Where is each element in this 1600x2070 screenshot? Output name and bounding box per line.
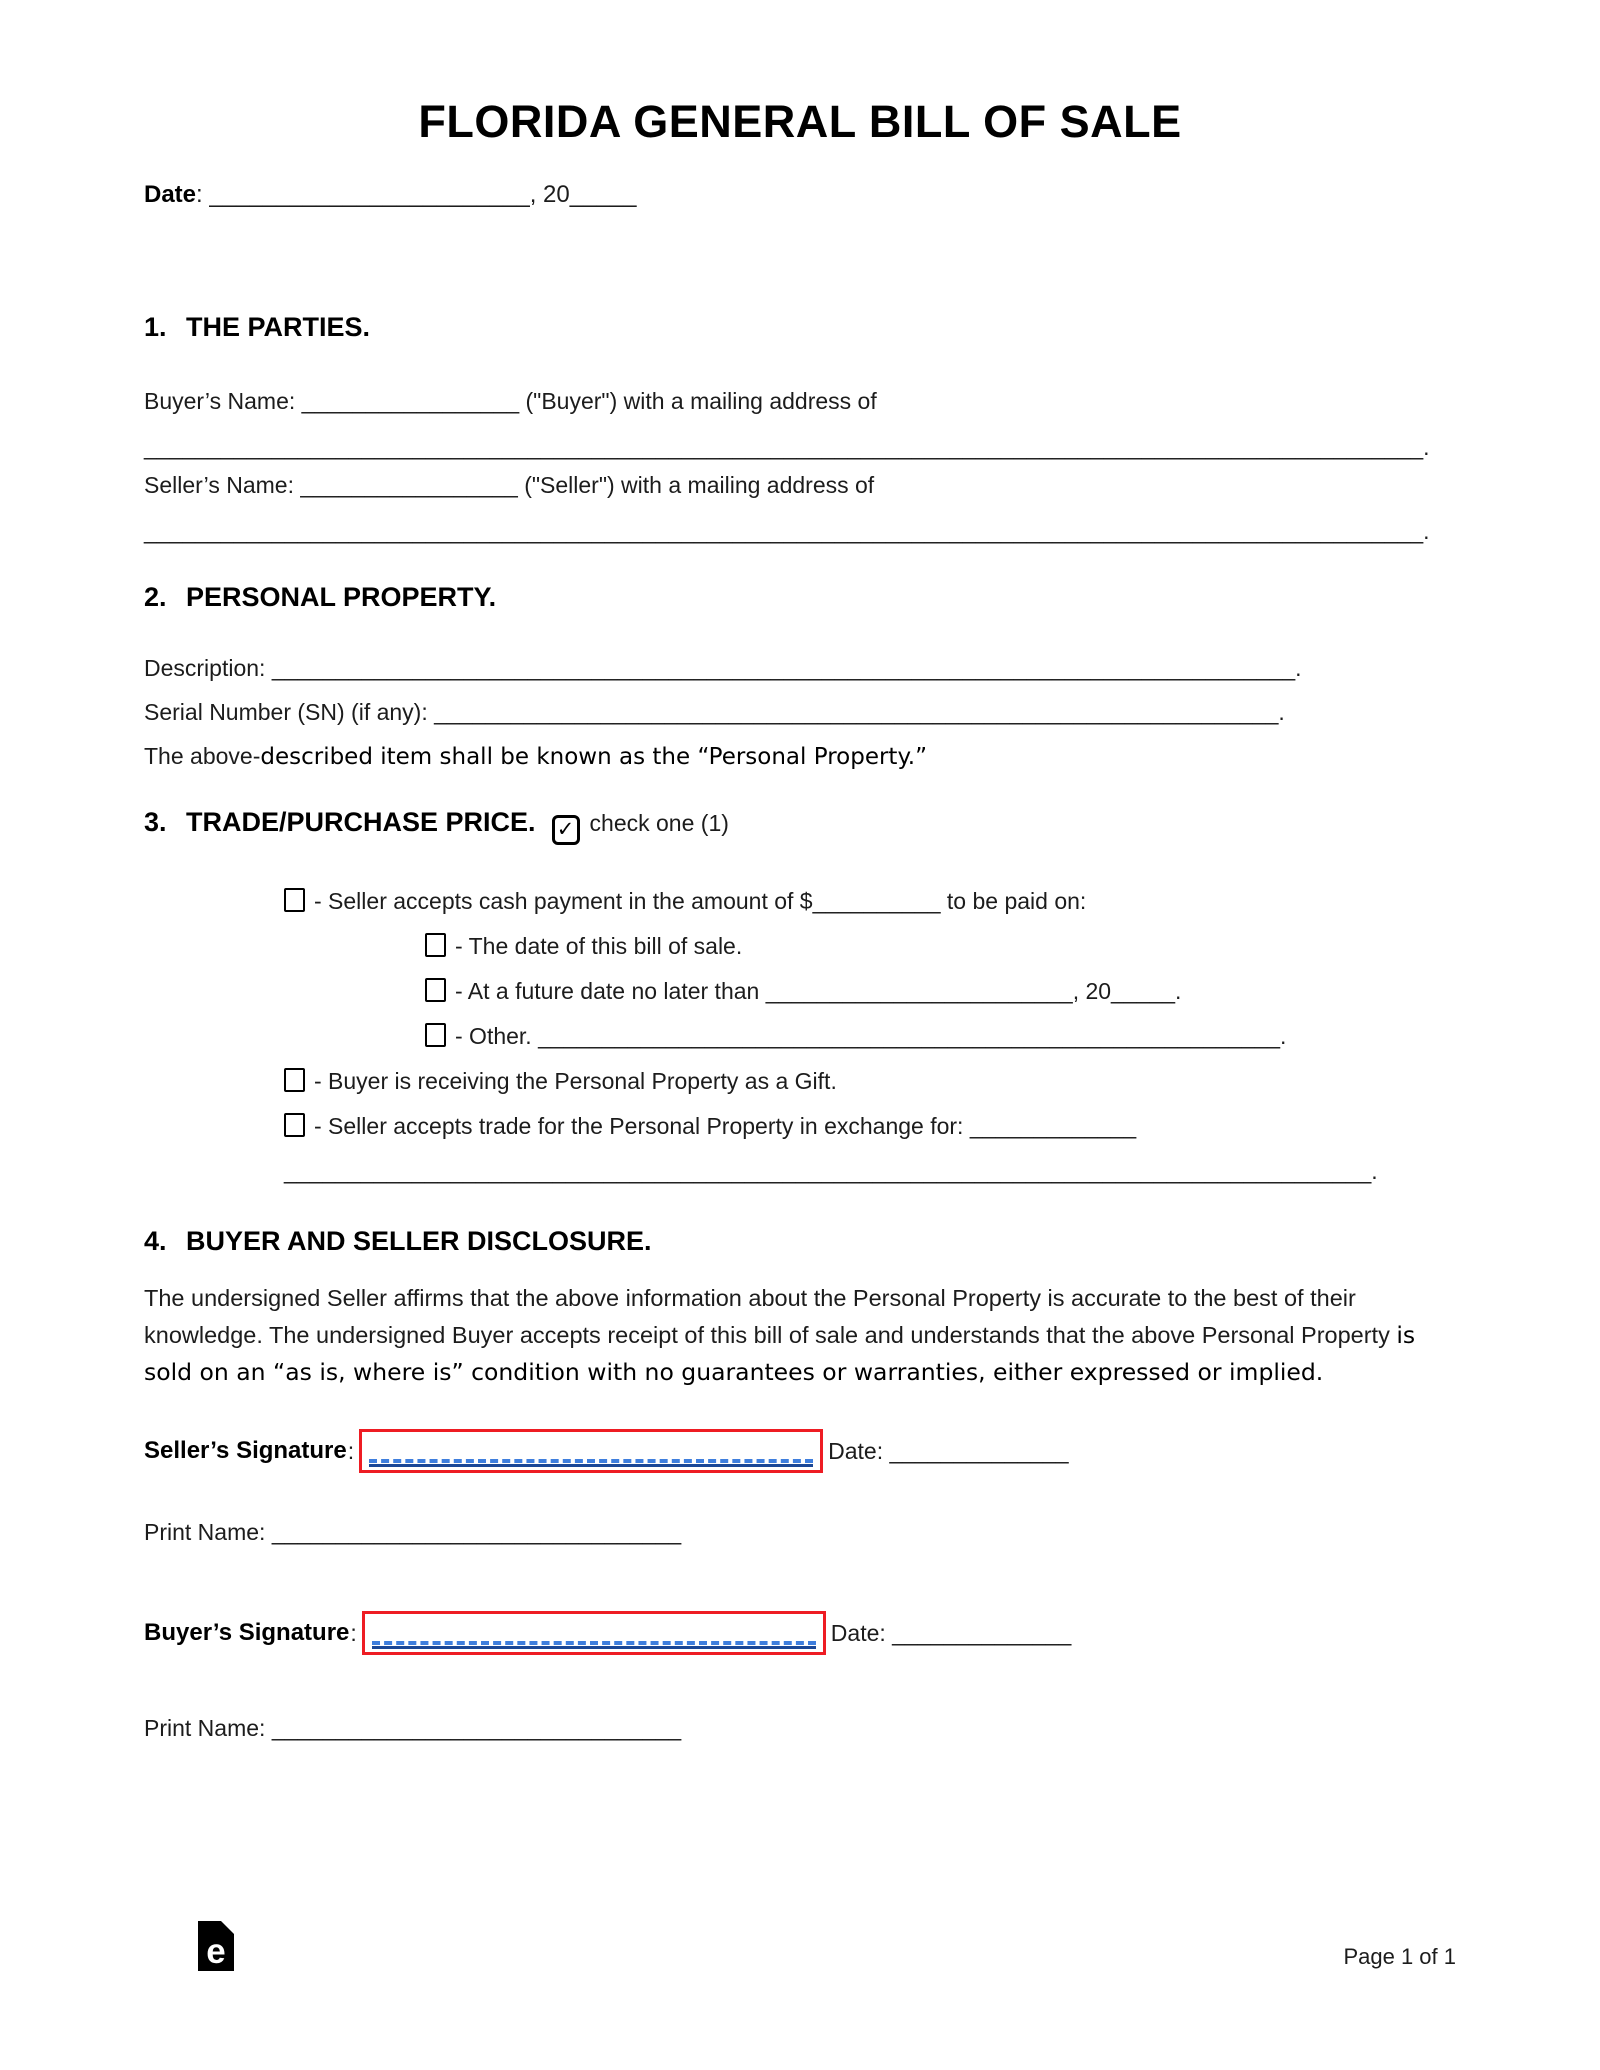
buyer-signature-field[interactable] — [362, 1611, 826, 1655]
option-trade-continuation-blank: _____________________________________________________________________________________. — [284, 1158, 1378, 1184]
checked-checkbox-icon: ✓ — [552, 815, 580, 845]
header-date-row — [144, 178, 1456, 212]
section-heading-price — [144, 805, 1456, 845]
section-number-disclosure: 4. — [144, 1226, 167, 1256]
buyer-signature-colon: : — [350, 1619, 357, 1646]
description-line: Description: ________________________________________________________________________________. — [144, 655, 1302, 681]
document-title: FLORIDA GENERAL BILL OF SALE — [418, 96, 1182, 147]
buyer-print-name-line: Print Name: ________________________________ — [144, 1715, 682, 1741]
section-heading-disclosure — [144, 1224, 1456, 1258]
checkbox-icon[interactable] — [425, 933, 446, 957]
checkbox-icon[interactable] — [284, 1068, 305, 1092]
known-as-regular-part: described item shall be known as the “Personal Property.” — [260, 744, 927, 770]
option-cash-other-label: - Other. __________________________________________________________. — [455, 1023, 1287, 1049]
serial-number-line: Serial Number (SN) (if any): __________________________________________________________________. — [144, 699, 1285, 725]
section-title-price: TRADE/PURCHASE PRICE. — [186, 807, 536, 837]
buyer-signature-label: Buyer’s Signature — [144, 1619, 350, 1646]
disclosure-regular-part: is sold on an “as is, where is” condition with no guarantees or warranties, either expressed or implied. — [144, 1321, 1416, 1386]
header-date-blank: : ________________________, 20_____ — [196, 181, 637, 208]
buyer-name-line: Buyer’s Name: _________________ ("Buyer") with a mailing address of — [144, 388, 877, 414]
known-as-light-part: The above- — [144, 743, 261, 769]
section-title-parties: THE PARTIES. — [186, 312, 371, 342]
seller-name-line: Seller’s Name: _________________ ("Seller") with a mailing address of — [144, 472, 875, 498]
option-trade-label: - Seller accepts trade for the Personal Property in exchange for: _____________ — [314, 1113, 1137, 1139]
check-one-label: check one (1) — [589, 810, 729, 836]
buyer-address-blank: ____________________________________________________________________________________________________. — [144, 434, 1430, 460]
option-gift-label: - Buyer is receiving the Personal Property as a Gift. — [314, 1068, 837, 1094]
option-cash-row — [284, 879, 1456, 924]
section-title-disclosure: BUYER AND SELLER DISCLOSURE. — [186, 1226, 652, 1256]
seller-address-blank: ____________________________________________________________________________________________________. — [144, 518, 1430, 544]
seller-signature-label: Seller’s Signature — [144, 1437, 347, 1464]
buyer-date-blank: Date: ______________ — [830, 1619, 1072, 1646]
option-cash-date-row — [425, 924, 1456, 969]
seller-signature-row — [144, 1429, 1456, 1473]
disclosure-light-part: The undersigned Seller affirms that the above information about the Personal Property is accurate to the best of their knowledge. The undersigned Buyer accepts receipt of this bill of sale and understands that the above Personal Property — [144, 1285, 1397, 1348]
section-number-personal-property: 2. — [144, 582, 167, 612]
option-cash-label: - Seller accepts cash payment in the amount of $__________ to be paid on: — [314, 888, 1087, 914]
section-number-price: 3. — [144, 807, 167, 837]
seller-signature-colon: : — [347, 1437, 355, 1464]
signature-dash-line — [372, 1641, 816, 1645]
checkbox-icon[interactable] — [425, 978, 446, 1002]
signature-dash-line — [369, 1459, 813, 1463]
known-as-line — [144, 734, 1456, 779]
section-title-personal-property: PERSONAL PROPERTY. — [186, 582, 497, 612]
disclosure-paragraph — [144, 1280, 1459, 1391]
section-heading-parties — [144, 310, 1456, 344]
seller-print-name-line: Print Name: ________________________________ — [144, 1519, 682, 1545]
option-trade-row — [284, 1104, 1456, 1149]
buyer-signature-row — [144, 1611, 1456, 1655]
checkbox-icon[interactable] — [284, 1113, 305, 1137]
header-date-label: Date — [144, 181, 197, 208]
option-gift-row — [284, 1059, 1456, 1104]
checkbox-icon[interactable] — [284, 888, 305, 912]
option-cash-future-row — [425, 969, 1456, 1014]
eforms-logo — [198, 1921, 234, 1971]
option-cash-other-row — [425, 1014, 1456, 1059]
page-number-label: Page 1 of 1 — [1343, 1944, 1456, 1969]
checkbox-icon[interactable] — [425, 1023, 446, 1047]
section-number-parties: 1. — [144, 312, 167, 342]
signature-underline — [369, 1464, 813, 1467]
eforms-logo-letter: e — [206, 1932, 226, 1971]
option-cash-date-label: - The date of this bill of sale. — [455, 933, 743, 959]
seller-signature-field[interactable] — [359, 1429, 823, 1473]
section-heading-personal-property — [144, 580, 1456, 614]
seller-date-blank: Date: ______________ — [828, 1437, 1069, 1464]
signature-underline — [372, 1646, 816, 1649]
option-cash-future-label: - At a future date no later than ________________________, 20_____. — [455, 978, 1182, 1004]
